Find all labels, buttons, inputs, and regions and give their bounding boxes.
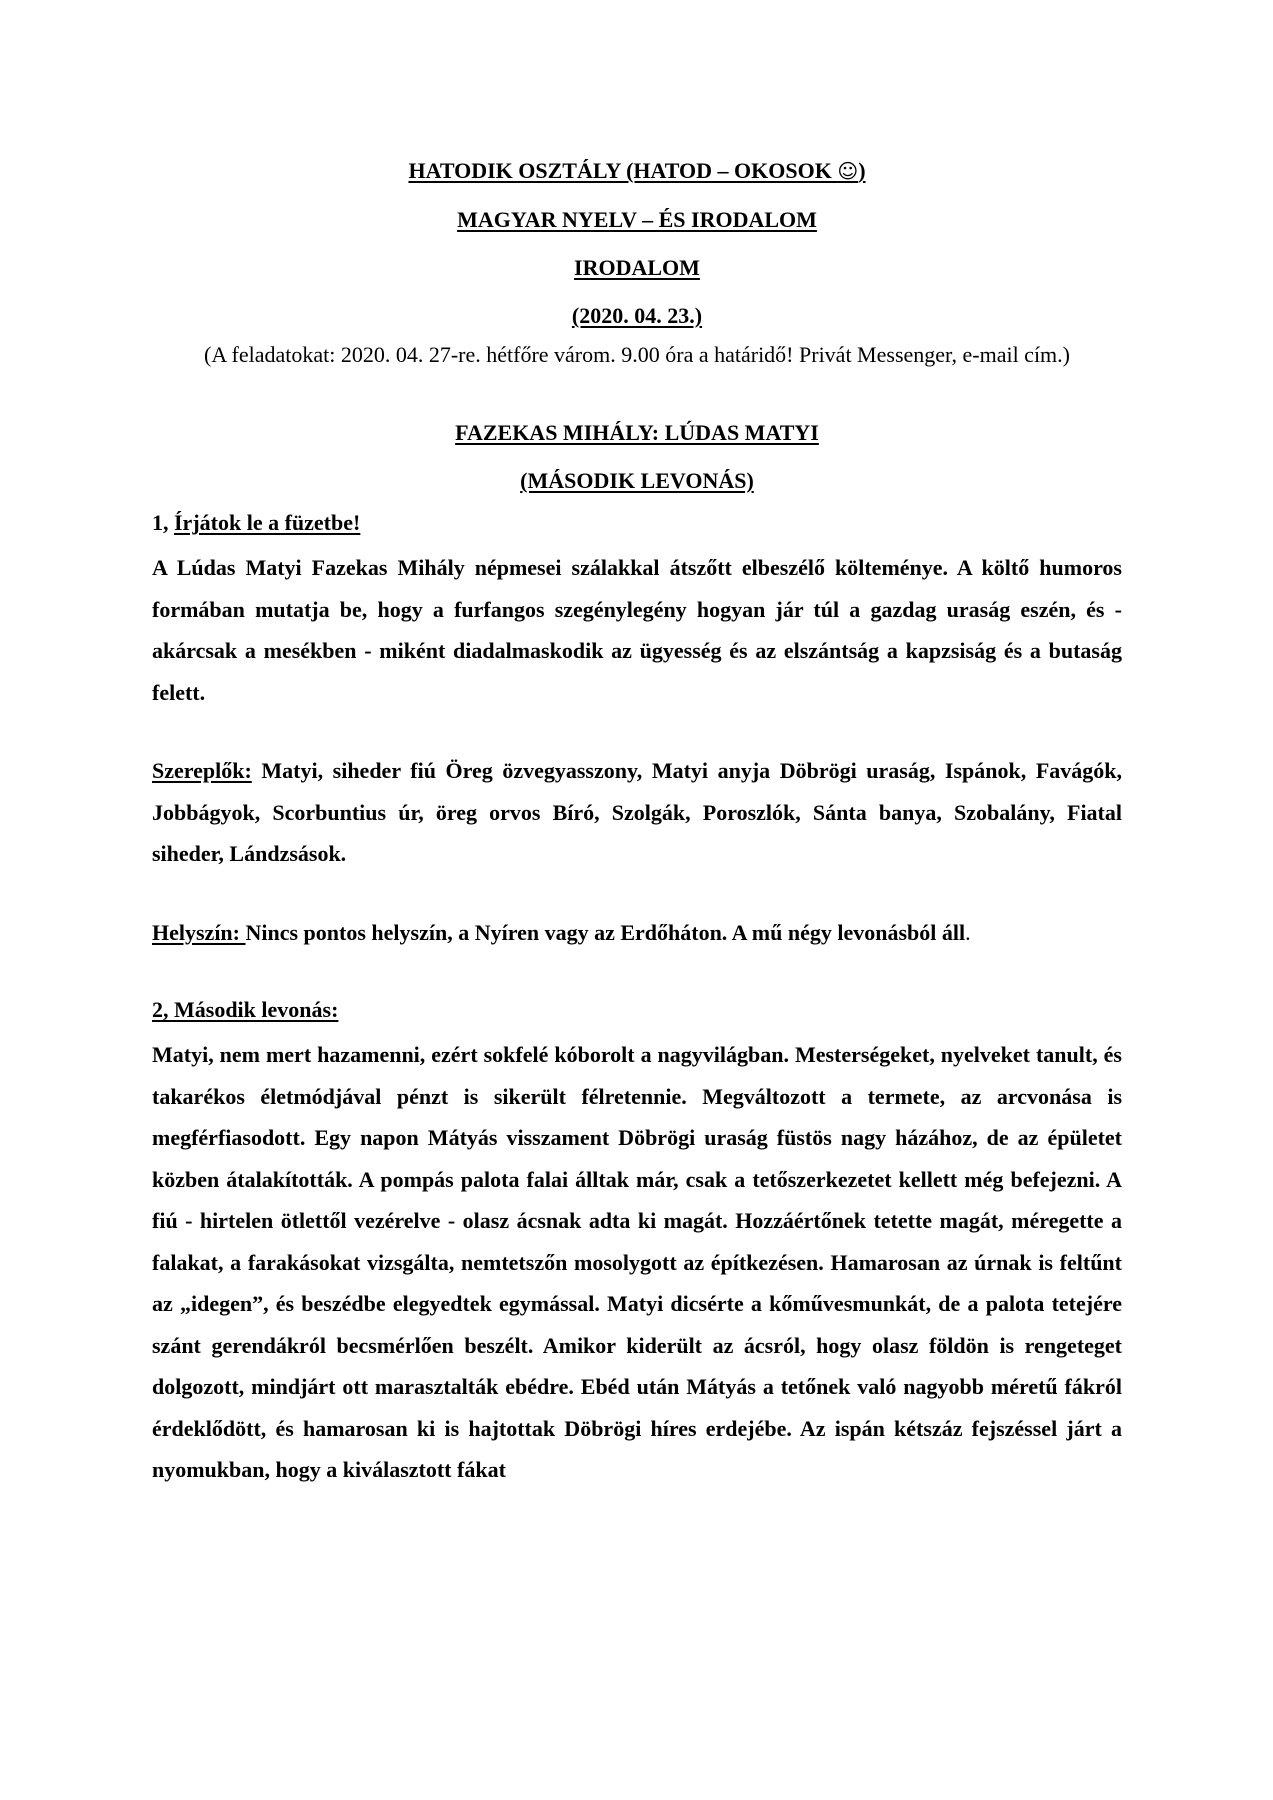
characters-label: Szereplők: bbox=[152, 758, 252, 783]
task1-label: Írjátok le a füzetbe! bbox=[174, 510, 361, 535]
class-title-close: ) bbox=[858, 158, 866, 183]
setting-paragraph bbox=[152, 912, 1122, 954]
class-title-text: HATODIK OSZTÁLY (HATOD – OKOSOK bbox=[408, 158, 838, 183]
subject-title: MAGYAR NYELV – ÉS IRODALOM bbox=[457, 207, 817, 232]
setting-label: Helyszín: bbox=[152, 919, 246, 945]
date-title: (2020. 04. 23.) bbox=[571, 303, 703, 328]
deadline-note: (A feladatokat: 2020. 04. 27-re. hétfőre várom. 9.00 óra a határidő! Privát Messenger, e-mail cím.) bbox=[204, 342, 1070, 367]
task2-label: 2, Második levonás: bbox=[152, 997, 339, 1022]
setting-end: . bbox=[965, 919, 971, 945]
task2-heading bbox=[152, 990, 1122, 1030]
smiley-icon: ☺ bbox=[837, 159, 859, 183]
section-title: IRODALOM bbox=[574, 255, 700, 280]
task1-number: 1, bbox=[152, 510, 174, 535]
work-subtitle: (MÁSODIK LEVONÁS) bbox=[520, 468, 754, 493]
class-title bbox=[152, 150, 1122, 192]
document-page bbox=[152, 150, 1122, 1491]
task1-heading bbox=[152, 503, 1122, 543]
characters-paragraph bbox=[152, 750, 1122, 875]
work-title: FAZEKAS MIHÁLY: LÚDAS MATYI bbox=[455, 420, 819, 445]
task1-intro: A Lúdas Matyi Fazekas Mihály népmesei szálakkal átszőtt elbeszélő költeménye. A költő humoros formában mutatja be, hogy a furfangos szegénylegény hogyan jár túl a gazdag uraság eszén, és - akárcsak a mesékben - miként diadalmaskodik az ügyesség és az elszántság a kapzsiság és a butaság felett. bbox=[152, 555, 1122, 705]
setting-text: Nincs pontos helyszín, a Nyíren vagy az Erdőháton. A mű négy levonásból áll bbox=[245, 919, 966, 945]
characters-text: Matyi, siheder fiú Öreg özvegyasszony, Matyi anyja Döbrögi uraság, Ispánok, Favágók, Jobbágyok, Scorbuntius úr, öreg orvos Bíró, Szolgák, Poroszlók, Sánta banya, Szobalány, Fiatal siheder, Lándzsások. bbox=[152, 758, 1122, 866]
task2-text: Matyi, nem mert hazamenni, ezért sokfelé kóborolt a nagyvilágban. Mesterségeket, nyelveket tanult, és takarékos életmódjával pénzt is sikerült félretennie. Megváltozott a termete, az arcvonása is megférfiasodott. Egy napon Mátyás visszament Döbrögi uraság füstös nagy házához, de az épületet közben átalakították. A pompás palota falai álltak már, csak a tetőszerkezetet kellett még befejezni. A fiú - hirtelen ötlettől vezérelve - olasz ácsnak adta ki magát. Hozzáértőnek tetette magát, méregette a falakat, a farakásokat vizsgálta, nemtetszőn mosolygott az építkezésen. Hamarosan az úrnak is feltűnt az „idegen”, és beszédbe elegyedtek egymással. Matyi dicsérte a kőművesmunkát, de a palota tetejére szánt gerendákról becsmérlően beszélt. Amikor kiderült az ácsról, hogy olasz földön is rengeteget dolgozott, mindjárt ott marasztalták ebédre. Ebéd után Mátyás a tetőnek való nagyobb méretű fákról érdeklődött, és hamarosan ki is hajtottak Döbrögi híres erdejébe. Az ispán kétszáz fejszéssel járt a nyomukban, hogy a kiválasztott fákat bbox=[152, 1042, 1122, 1482]
